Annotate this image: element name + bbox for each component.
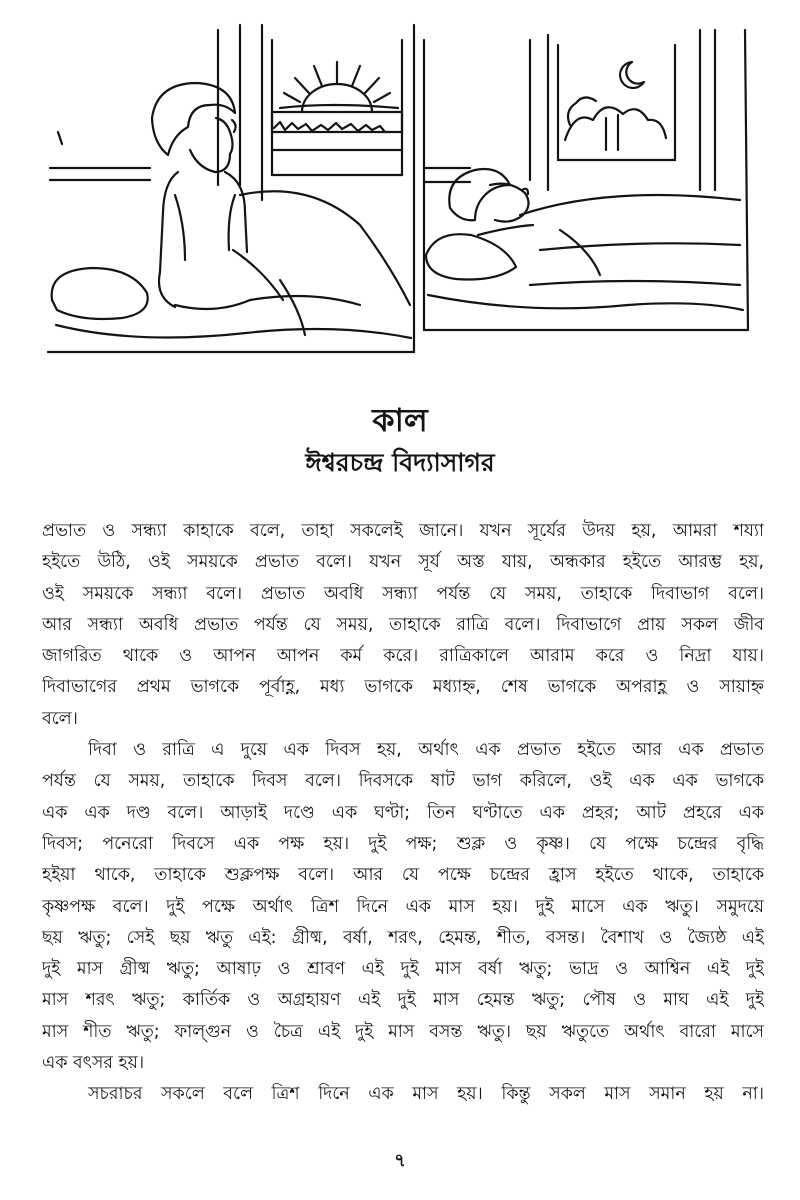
text-line: সচরাচর সকলে বলে ত্রিশ দিনে এক মাস হয়। কিন্তু সকল মাস সমান হয় না। <box>88 1084 764 1105</box>
text-line: মাস শীত ঋতু; ফাল্গুন ও চৈত্র এই দুই মাস বসন্ত ঋতু। ছয় ঋতুতে অর্থাৎ বারো মাসে <box>42 1021 764 1042</box>
waking-boy <box>152 83 250 309</box>
right-bed <box>424 168 743 310</box>
text-line: এক এক দণ্ড বলে। আড়াই দণ্ডে এক ঘণ্টা; তিন ঘণ্টাতে এক প্রহর; আট প্রহরে এক <box>42 802 764 823</box>
text-line: দিবস; পনেরো দিবসে এক পক্ষ হয়। দুই পক্ষ; শুক্ল ও কৃষ্ণ। যে পক্ষে চন্দ্রের বৃদ্ধি <box>42 833 764 854</box>
text-line: পর্যন্ত যে সময়, তাহাকে দিবস বলে। দিবসকে ষাট ভাগ করিলে, ওই এক এক ভাগকে <box>42 771 764 792</box>
text-line: দিবা ও রাত্রি এ দুয়ে এক দিবস হয়, অর্থাৎ এক প্রভাত হইতে আর এক প্রভাত <box>88 740 764 761</box>
text-line: বলে। <box>42 708 78 729</box>
body-text <box>42 516 764 1111</box>
text-line: হইয়া থাকে, তাহাকে শুক্লপক্ষ বলে। আর যে পক্ষে চন্দ্রের হ্রাস হইতে থাকে, তাহাকে <box>42 865 764 886</box>
page-number: ৭ <box>394 1150 406 1171</box>
text-line: দিবাভাগের প্রথম ভাগকে পূর্বাহ্ণ, মধ্য ভাগকে মধ্যাহ্ন, শেষ ভাগকে অপরাহ্ণ ও সায়াহ্ন <box>42 677 764 698</box>
text-line: এক বৎসর হয়। <box>42 1053 145 1074</box>
text-line: মাস শরৎ ঋতু; কার্তিক ও অগ্রহায়ণ এই দুই মাস হেমন্ত ঋতু; পৌষ ও মাঘ এই দুই <box>42 990 764 1011</box>
text-line: কৃষ্ণপক্ষ বলে। দুই পক্ষে অর্থাৎ ত্রিশ দিনে এক মাস হয়। দুই মাসে এক ঋতু। সমুদয়ে <box>42 896 764 917</box>
text-line: প্রভাত ও সন্ধ্যা কাহাকে বলে, তাহা সকলেই জানে। যখন সূর্যের উদয় হয়, আমরা শয্যা <box>42 521 764 541</box>
text-line: ওই সময়কে সন্ধ্যা বলে। প্রভাত অবধি সন্ধ্যা পর্যন্ত যে সময়, তাহাকে দিবাভাগ বলে। <box>42 583 764 604</box>
text-line: জাগরিত থাকে ও আপন আপন কর্ম করে। রাত্রিকালে আরাম করে ও নিদ্রা যায়। <box>42 646 764 667</box>
story-illustration <box>0 0 800 380</box>
text-line: আর সন্ধ্যা অবধি প্রভাত পর্যন্ত যে সময়, তাহাকে রাত্রি বলে। দিবাভাগে প্রায় সকল জীব <box>42 614 764 635</box>
chapter-title: কাল <box>372 401 428 439</box>
sunrise-window <box>218 25 402 200</box>
sleeping-boy <box>449 169 533 235</box>
moon-window <box>530 30 715 190</box>
text-line: ছয় ঋতু; সেই ছয় ঋতু এই: গ্রীষ্ম, বর্ষা, শরৎ, হেমন্ত, শীত, বসন্ত। বৈশাখ ও জ্যৈষ্ঠ এই <box>42 927 764 948</box>
illustration-frame <box>48 25 748 352</box>
text-line: দুই মাস গ্রীষ্ম ঋতু; আষাঢ় ও শ্রাবণ এই দুই মাস বর্ষা ঋতু; ভাদ্র ও আশ্বিন এই দুই <box>42 959 764 980</box>
author-name: ঈশ্বরচন্দ্র বিদ্যাসাগর <box>305 448 495 477</box>
text-line: হইতে উঠি, ওই সময়কে প্রভাত বলে। যখন সূর্য অস্ত যায়, অন্ধকার হইতে আরম্ভ হয়, <box>42 552 764 573</box>
